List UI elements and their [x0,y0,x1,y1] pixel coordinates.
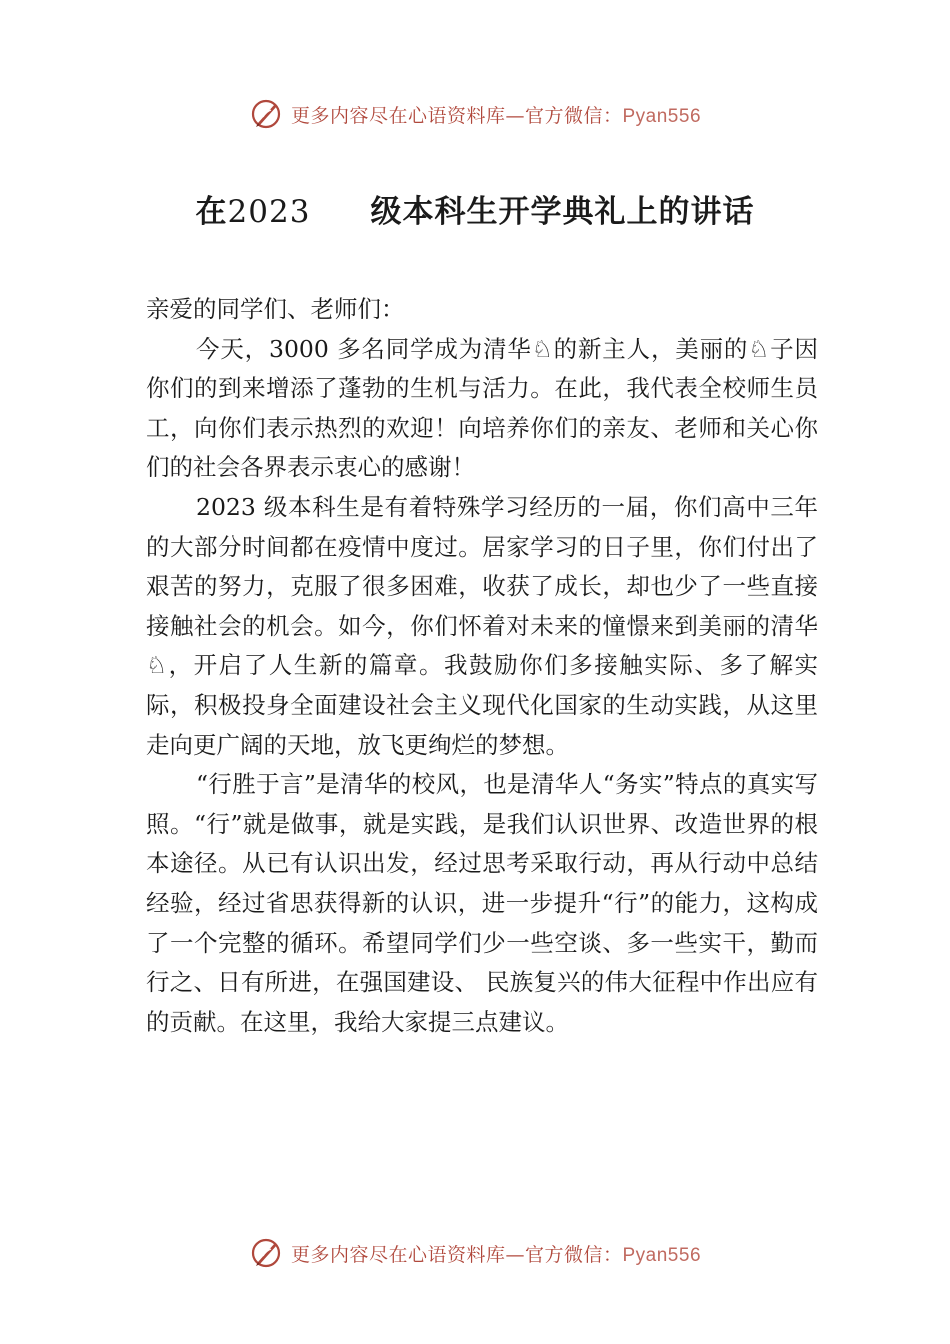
document-body [146,290,818,1042]
watermark-wechat-id: Pyan556 [622,105,702,127]
title-year: 2023 [227,194,311,230]
watermark-footer [0,1233,950,1273]
title-prefix: 在 [195,194,228,230]
paragraph: 今天，3000 多名同学成为清华♘的新主人，美丽的♘子因你们的到来增添了蓬勃的生机与活力。在此，我代表全校师生员工，向你们表示热烈的欢迎！向培养你们的亲友、老师和关心你们的社会各界表示衷心的感谢！ [146,334,818,482]
watermark-wechat-id: Pyan556 [622,1244,702,1266]
title-rest: 级本科生开学典礼上的讲话 [370,194,755,230]
salutation: 亲爱的同学们、老师们： [146,295,405,323]
paragraph: 2023 级本科生是有着特殊学习经历的一届，你们高中三年的大部分时间都在疫情中度过。居家学习的日子里，你们付出了艰苦的努力，克服了很多困难，收获了成长，却也少了一些直接接触社会的机会。如今，你们怀着对未来的憧憬来到美丽的清华♘，开启了人生新的篇章。我鼓励你们多接触实际、多了解实际，积极投身全面建设社会主义现代化国家的生动实践，从这里走向更广阔的天地，放飞更绚烂的梦想。 [146,492,818,759]
pen-logo-icon [249,1236,283,1270]
watermark-text: 更多内容尽在心语资料库—官方微信：Pyan556 [290,104,702,127]
pen-logo-icon [249,97,283,131]
watermark-header [0,94,950,134]
paragraph: “行胜于言”是清华的校风，也是清华人“务实”特点的真实写照。“行”就是做事，就是实践，是我们认识世界、改造世界的根本途径。从已有认识出发，经过思考采取行动，再从行动中总结经验，经过省思获得新的认识，进一步提升“行”的能力，这构成了一个完整的循环。希望同学们少一些空谈、多一些实干，勤而行之、日有所进，在强国建设、 民族复兴的伟大征程中作出应有的贡献。在这里，我给大家提三点建议。 [146,770,818,1036]
document-title [0,186,950,231]
watermark-text: 更多内容尽在心语资料库—官方微信：Pyan556 [290,1243,702,1266]
